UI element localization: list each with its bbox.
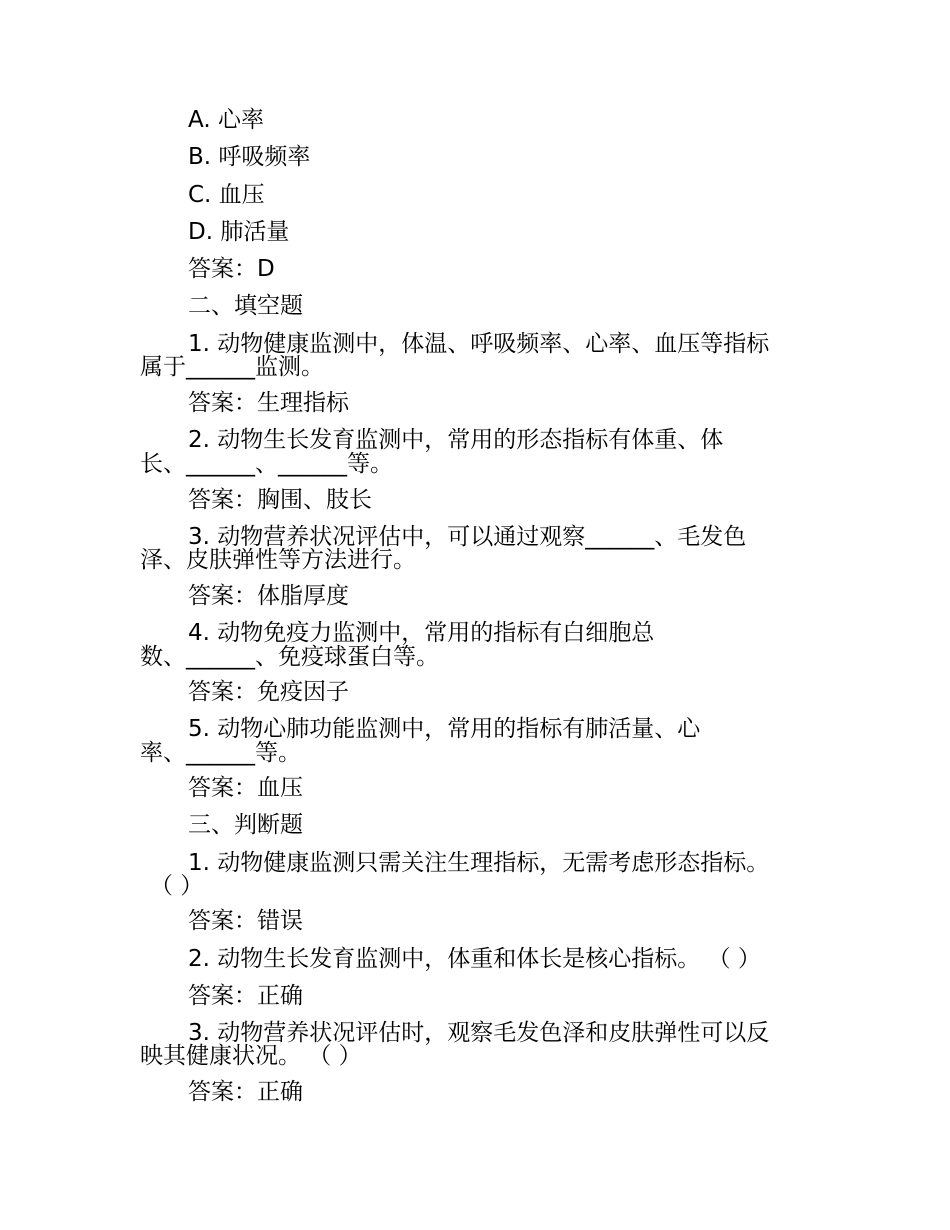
option-b: B. 呼吸频率 xyxy=(188,144,311,170)
tf-q3-line2: 映其健康状况。 （ ） xyxy=(140,1043,362,1069)
section-heading-fill-blank: 二、填空题 xyxy=(188,293,303,319)
fill-q1-line1: 1. 动物健康监测中，体温、呼吸频率、心率、血压等指标 xyxy=(188,331,770,357)
mc-answer: 答案：D xyxy=(188,256,275,282)
option-d: D. 肺活量 xyxy=(188,219,290,245)
tf-q1-line2: （ ） xyxy=(150,873,204,899)
fill-q5-line2: 率、______等。 xyxy=(140,740,301,766)
fill-q3-line2: 泽、皮肤弹性等方法进行。 xyxy=(140,547,416,573)
tf-q1-line1: 1. 动物健康监测只需关注生理指标，无需考虑形态指标。 xyxy=(188,850,770,876)
tf-q3-answer: 答案：正确 xyxy=(188,1079,303,1105)
fill-q2-line1: 2. 动物生长发育监测中，常用的形态指标有体重、体 xyxy=(188,427,724,453)
fill-q1-answer: 答案：生理指标 xyxy=(188,390,349,416)
fill-q3-answer: 答案：体脂厚度 xyxy=(188,583,349,609)
fill-q4-line1: 4. 动物免疫力监测中，常用的指标有白细胞总 xyxy=(188,620,655,646)
fill-q2-answer: 答案：胸围、肢长 xyxy=(188,487,372,513)
tf-q2-line1: 2. 动物生长发育监测中，体重和体长是核心指标。 （ ） xyxy=(188,946,761,972)
fill-q5-line1: 5. 动物心肺功能监测中，常用的指标有肺活量、心 xyxy=(188,716,701,742)
fill-q3-line1: 3. 动物营养状况评估中，可以通过观察______、毛发色 xyxy=(188,524,747,550)
fill-q4-line2: 数、______、免疫球蛋白等。 xyxy=(140,644,439,670)
option-c: C. 血压 xyxy=(188,182,265,208)
fill-q4-answer: 答案：免疫因子 xyxy=(188,679,349,705)
fill-q2-line2: 长、______、______等。 xyxy=(140,451,393,477)
fill-q1-line2: 属于______监测。 xyxy=(140,354,324,380)
tf-q2-answer: 答案：正确 xyxy=(188,983,303,1009)
section-heading-true-false: 三、判断题 xyxy=(188,812,303,838)
tf-q3-line1: 3. 动物营养状况评估时，观察毛发色泽和皮肤弹性可以反 xyxy=(188,1020,770,1046)
tf-q1-answer: 答案：错误 xyxy=(188,908,303,934)
fill-q5-answer: 答案：血压 xyxy=(188,775,303,801)
option-a: A. 心率 xyxy=(188,107,264,133)
